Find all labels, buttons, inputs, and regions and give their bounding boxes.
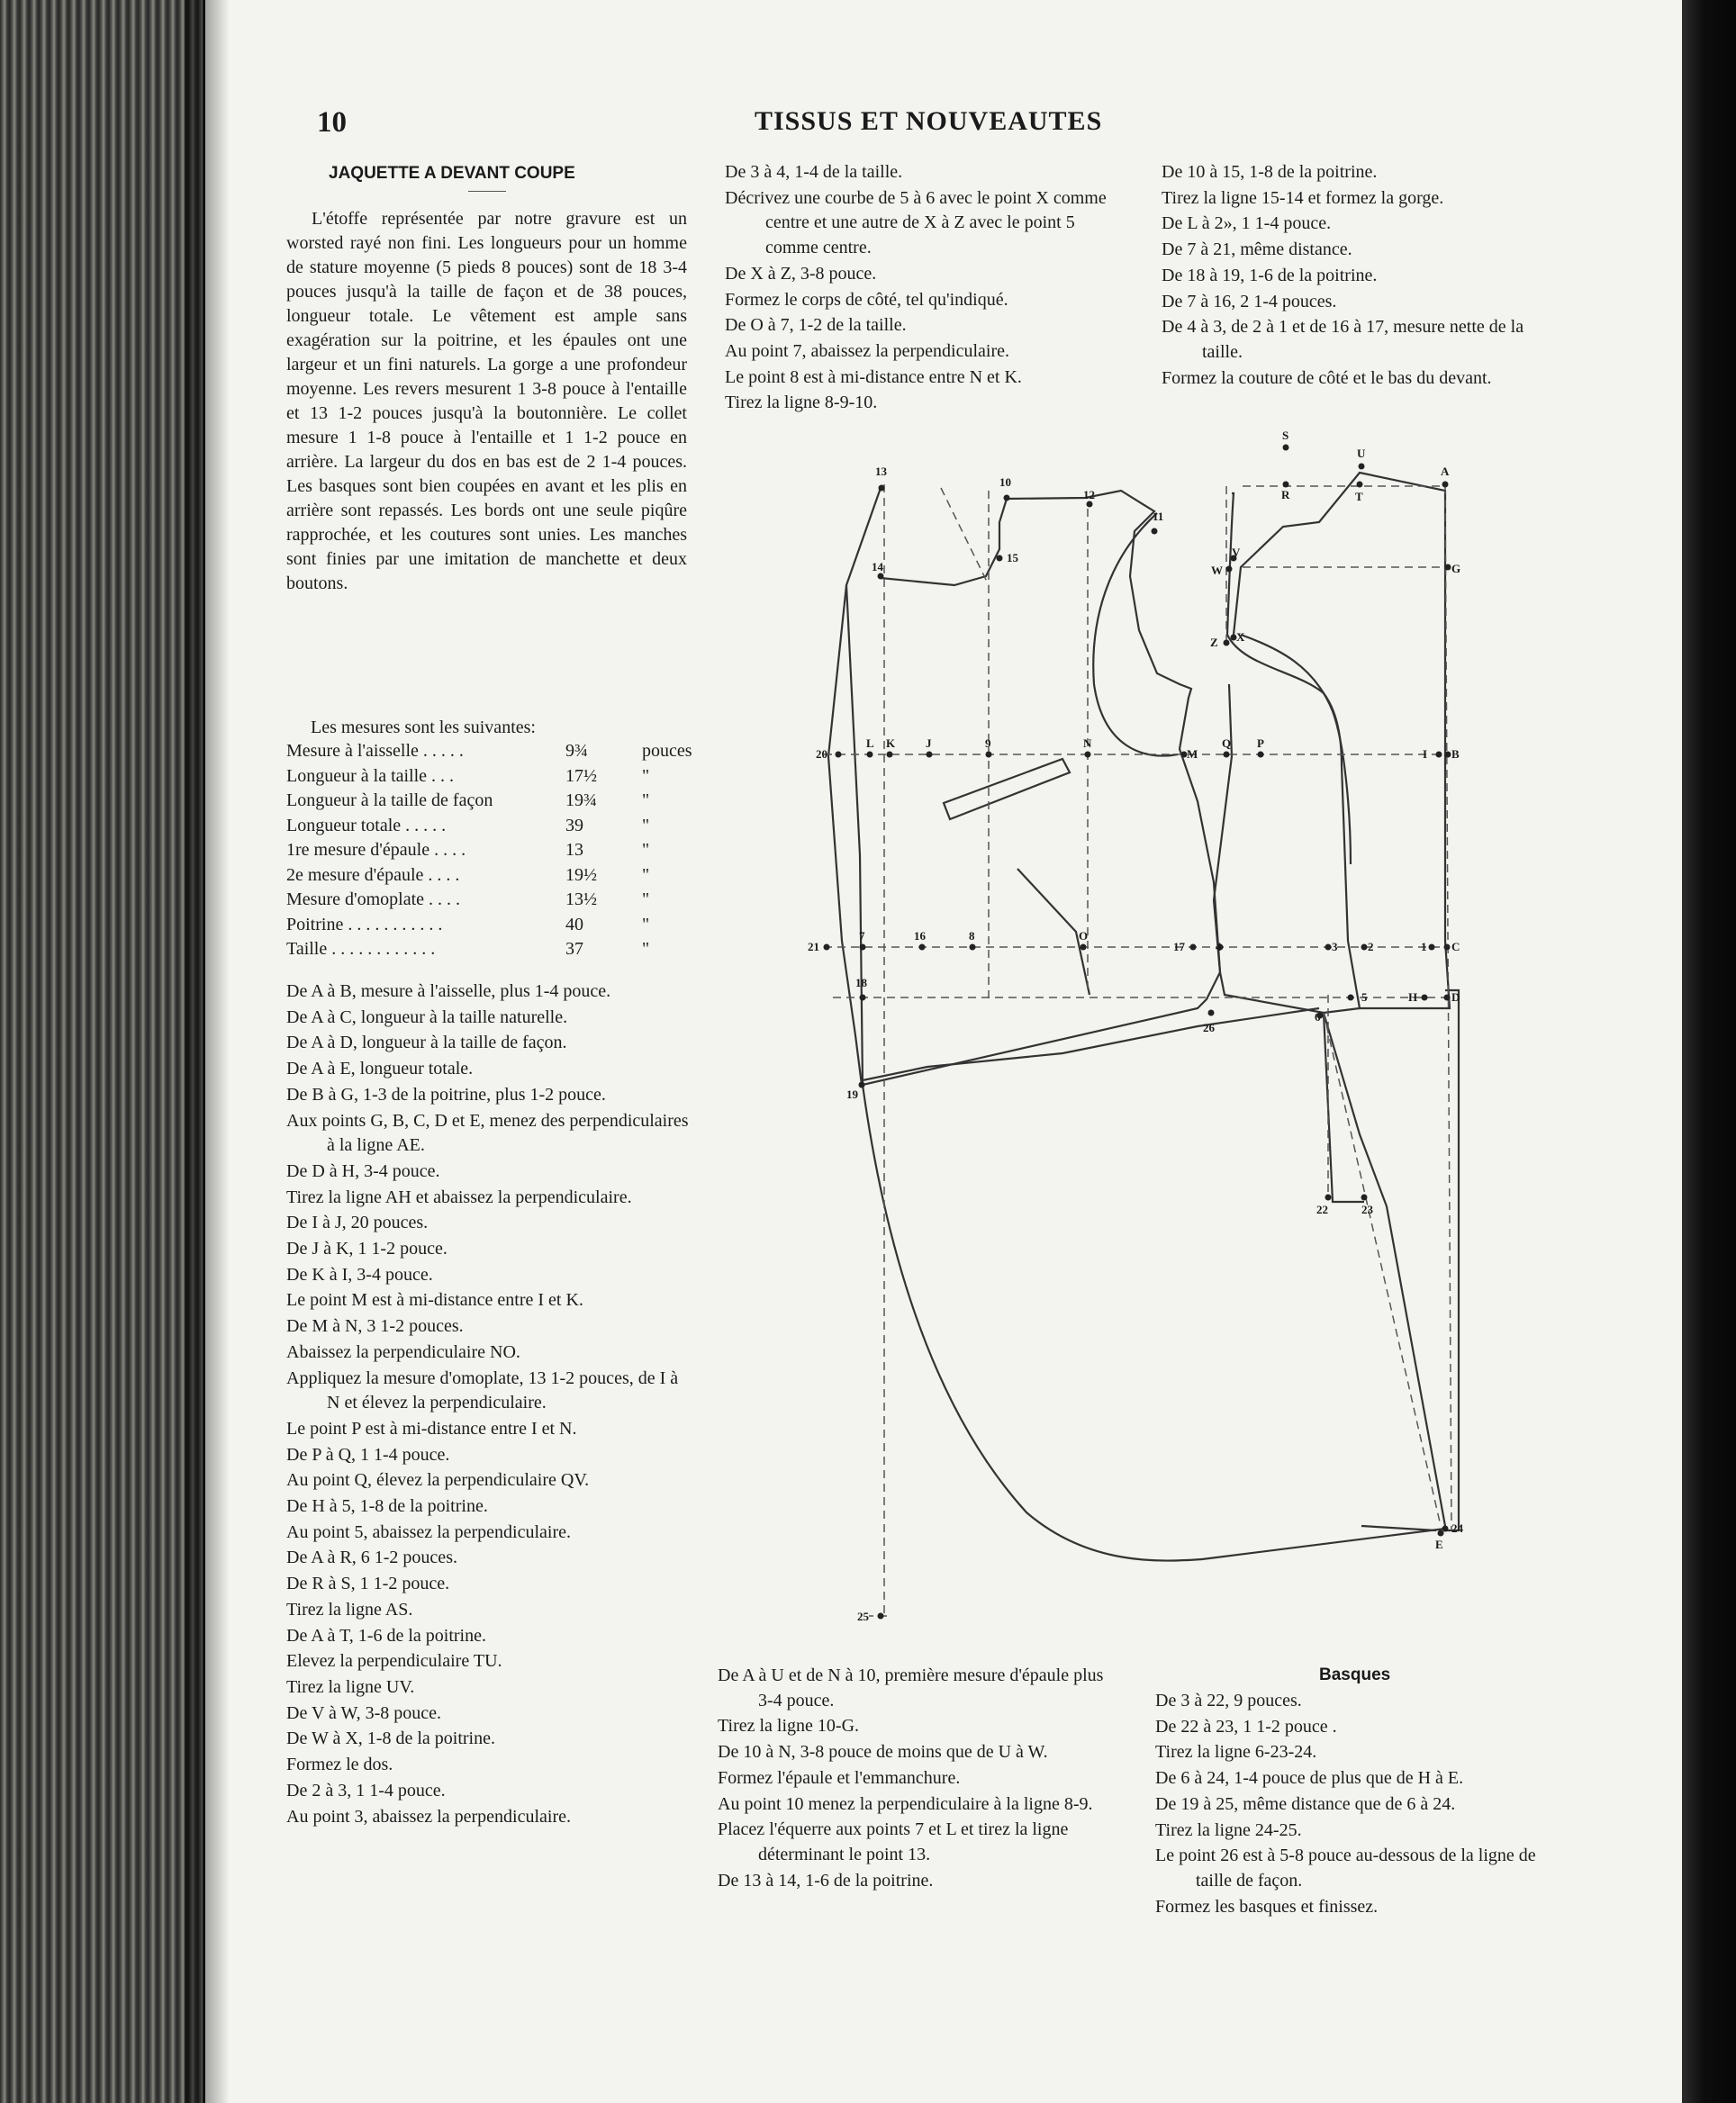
step-list bbox=[1155, 1689, 1560, 1919]
label-S: S bbox=[1282, 429, 1289, 442]
step-item: De 2 à 3, 1 1-4 pouce. bbox=[286, 1780, 446, 1801]
label-23: 23 bbox=[1361, 1203, 1373, 1216]
line-13-14 bbox=[941, 488, 989, 585]
step-item: De P à Q, 1 1-4 pouce. bbox=[286, 1444, 450, 1465]
measure-unit: " bbox=[642, 765, 650, 786]
measure-unit: " bbox=[642, 889, 650, 909]
label-E: E bbox=[1435, 1538, 1443, 1551]
measure-label: Longueur à la taille . . . bbox=[286, 765, 455, 786]
label-17: 17 bbox=[1173, 940, 1185, 953]
step-item: De D à H, 3-4 pouce. bbox=[286, 1160, 440, 1181]
step-item: Tirez la ligne 10-G. bbox=[718, 1716, 860, 1737]
point-16 bbox=[919, 944, 926, 951]
label-H: H bbox=[1408, 990, 1418, 1004]
basques-heading: Basques bbox=[1319, 1665, 1391, 1684]
point-N bbox=[1085, 752, 1091, 758]
label-Q: Q bbox=[1222, 736, 1232, 750]
step-item: Formez l'épaule et l'emmanchure. bbox=[718, 1767, 961, 1788]
step-item: Tirez la ligne AS. bbox=[286, 1599, 413, 1620]
label-B: B bbox=[1451, 747, 1460, 761]
label-D: D bbox=[1451, 990, 1460, 1004]
step-item: Formez les basques et finissez. bbox=[1155, 1896, 1379, 1917]
step-item: De M à N, 3 1-2 pouces. bbox=[286, 1316, 464, 1337]
point-21 bbox=[824, 944, 830, 951]
measure-unit: " bbox=[642, 914, 650, 934]
measure-unit: " bbox=[642, 939, 650, 959]
pattern-outlines bbox=[828, 473, 1459, 1561]
step-item: De V à W, 3-8 pouce. bbox=[286, 1702, 442, 1723]
back-outline bbox=[1234, 473, 1450, 1008]
point-9 bbox=[986, 752, 992, 758]
label-13: 13 bbox=[875, 465, 887, 478]
label-U: U bbox=[1357, 447, 1366, 460]
label-14: 14 bbox=[872, 560, 883, 573]
measure-value: 19½ bbox=[565, 864, 597, 885]
point-I bbox=[1436, 752, 1442, 758]
step-item: De X à Z, 3-8 pouce. bbox=[725, 263, 877, 284]
step-item: De L à 2», 1 1-4 pouce. bbox=[1162, 213, 1332, 234]
point-R bbox=[1283, 482, 1289, 488]
point-24 bbox=[1442, 1526, 1449, 1532]
step-item: De 18 à 19, 1-6 de la poitrine. bbox=[1162, 265, 1378, 285]
label-8: 8 bbox=[969, 929, 975, 943]
label-J: J bbox=[926, 736, 932, 750]
step-item: De 10 à 15, 1-8 de la poitrine. bbox=[1162, 162, 1378, 182]
step-item: Placez l'équerre aux points 7 et L et tirez la ligne déterminant le point 13. bbox=[718, 1819, 1069, 1864]
label-A: A bbox=[1441, 465, 1450, 478]
side-body-outline bbox=[1214, 493, 1360, 1013]
step-item: Au point 7, abaissez la perpendiculaire. bbox=[725, 340, 1009, 361]
step-item: De 4 à 3, de 2 à 1 et de 16 à 17, mesure nette de la taille. bbox=[1162, 317, 1524, 362]
running-title: TISSUS ET NOUVEAUTES bbox=[755, 106, 1103, 136]
label-9: 9 bbox=[985, 736, 991, 750]
step-item: De H à 5, 1-8 de la poitrine. bbox=[286, 1496, 488, 1517]
measure-label: 2e mesure d'épaule . . . . bbox=[286, 864, 460, 885]
measure-label: Longueur totale . . . . . bbox=[286, 815, 447, 835]
measure-value: 17½ bbox=[565, 765, 597, 786]
step-item: Au point 3, abaissez la perpendiculaire. bbox=[286, 1806, 571, 1827]
skirt-back-edge bbox=[1324, 1013, 1445, 1526]
label-O: O bbox=[1079, 929, 1089, 943]
measure-label: Mesure à l'aisselle . . . . . bbox=[286, 741, 464, 761]
lapel-line bbox=[846, 585, 863, 1085]
step-item: Tirez la ligne 8-9-10. bbox=[725, 393, 878, 413]
point-E bbox=[1438, 1530, 1444, 1537]
label-19: 19 bbox=[846, 1088, 858, 1101]
label-3: 3 bbox=[1332, 940, 1338, 953]
step-item: De A à R, 6 1-2 pouces. bbox=[286, 1548, 457, 1568]
label-2: 2 bbox=[1368, 940, 1374, 953]
label-11: 11 bbox=[1153, 510, 1164, 523]
step-item: Tirez la ligne UV. bbox=[286, 1676, 415, 1697]
point-C bbox=[1444, 944, 1451, 951]
point-26 bbox=[1208, 1010, 1215, 1016]
measure-value: 37 bbox=[565, 939, 583, 959]
point-7 bbox=[860, 944, 866, 951]
point-17 bbox=[1190, 944, 1197, 951]
point-G bbox=[1445, 564, 1451, 571]
step-item: Appliquez la mesure d'omoplate, 13 1-2 pouces, de I à N et élevez la perpendiculaire. bbox=[286, 1367, 679, 1413]
label-16: 16 bbox=[914, 929, 926, 943]
step-item: De A à C, longueur à la taille naturelle. bbox=[286, 1006, 568, 1027]
label-W: W bbox=[1211, 564, 1223, 577]
step-item: De I à J, 20 pouces. bbox=[286, 1213, 429, 1233]
label-25: 25 bbox=[857, 1610, 869, 1623]
measure-unit: " bbox=[642, 790, 650, 810]
label-L: L bbox=[866, 736, 874, 750]
label-M: M bbox=[1187, 747, 1198, 761]
point-D bbox=[1444, 995, 1451, 1001]
label-K: K bbox=[886, 736, 896, 750]
column2-bottom-steps bbox=[718, 1664, 1123, 1894]
step-item: De W à X, 1-8 de la poitrine. bbox=[286, 1728, 495, 1749]
point-22 bbox=[1325, 1195, 1332, 1201]
construction-lines bbox=[824, 484, 1451, 1616]
label-5: 5 bbox=[1361, 990, 1368, 1004]
label-G: G bbox=[1451, 562, 1461, 575]
point-A bbox=[1442, 482, 1449, 488]
step-item: De K à I, 3-4 pouce. bbox=[286, 1264, 433, 1285]
label-22: 22 bbox=[1316, 1203, 1328, 1216]
point-8 bbox=[970, 944, 976, 951]
measure-value: 13½ bbox=[565, 889, 597, 909]
step-item: De 6 à 24, 1-4 pouce de plus que de H à E. bbox=[1155, 1768, 1464, 1789]
measure-value: 39 bbox=[565, 815, 583, 835]
step-item: Au point 10 menez la perpendiculaire à la ligne 8-9. bbox=[718, 1793, 1093, 1814]
step-item: Le point 8 est à mi-distance entre N et K. bbox=[725, 366, 1022, 387]
step-item: Tirez la ligne 15-14 et formez la gorge. bbox=[1162, 187, 1444, 208]
point-25 bbox=[878, 1613, 884, 1620]
point-13 bbox=[879, 485, 885, 492]
step-item: De A à B, mesure à l'aisselle, plus 1-4 pouce. bbox=[286, 981, 611, 1001]
step-item: De 3 à 22, 9 pouces. bbox=[1155, 1691, 1302, 1710]
step-item: De B à G, 1-3 de la poitrine, plus 1-2 pouce. bbox=[286, 1084, 606, 1105]
label-1: 1 bbox=[1421, 940, 1427, 953]
measure-value: 9¾ bbox=[565, 741, 588, 761]
step-item: De J à K, 1 1-2 pouce. bbox=[286, 1239, 448, 1259]
measure-label: Taille . . . . . . . . . . . . bbox=[286, 939, 436, 959]
step-item: Formez le corps de côté, tel qu'indiqué. bbox=[725, 289, 1008, 310]
point-18 bbox=[860, 995, 866, 1001]
line-6-23-24 bbox=[1324, 1013, 1441, 1526]
point-L bbox=[867, 752, 873, 758]
point-P bbox=[1258, 752, 1264, 758]
step-item: De 13 à 14, 1-6 de la poitrine. bbox=[718, 1870, 934, 1891]
step-item: Formez la couture de côté et le bas du devant. bbox=[1162, 367, 1492, 388]
point-U bbox=[1359, 464, 1365, 470]
measure-value: 13 bbox=[565, 840, 583, 860]
label-12: 12 bbox=[1083, 488, 1095, 501]
point-3 bbox=[1325, 944, 1332, 951]
measure-label: Mesure d'omoplate . . . . bbox=[286, 889, 461, 909]
armhole-curve bbox=[1093, 513, 1178, 756]
step-item: De 19 à 25, même distance que de 6 à 24. bbox=[1155, 1793, 1456, 1814]
step-item: De 22 à 23, 1 1-2 pouce . bbox=[1155, 1716, 1337, 1737]
point-19 bbox=[859, 1082, 865, 1088]
step-item: Tirez la ligne 6-23-24. bbox=[1155, 1742, 1317, 1763]
step-item: Au point 5, abaissez la perpendiculaire. bbox=[286, 1521, 571, 1542]
point-5 bbox=[1348, 995, 1354, 1001]
point-1 bbox=[1429, 944, 1435, 951]
label-24: 24 bbox=[1451, 1521, 1463, 1535]
point-12 bbox=[1087, 501, 1093, 508]
step-item: Tirez la ligne 24-25. bbox=[1155, 1819, 1302, 1840]
point-O bbox=[1080, 944, 1087, 951]
step-list bbox=[718, 1664, 1123, 1893]
label-X: X bbox=[1236, 630, 1245, 644]
step-item: Elevez la perpendiculaire TU. bbox=[286, 1651, 502, 1672]
label-C: C bbox=[1451, 940, 1460, 953]
label-18: 18 bbox=[855, 976, 867, 989]
step-item: Décrivez une courbe de 5 à 6 avec le point X comme centre et une autre de X à Z avec le point 5 comme centre. bbox=[725, 187, 1107, 258]
point-T bbox=[1357, 482, 1363, 488]
label-I: I bbox=[1423, 747, 1428, 761]
measure-value: 19¾ bbox=[565, 790, 597, 810]
label-R: R bbox=[1281, 488, 1290, 501]
label-4: 4 bbox=[1216, 940, 1222, 953]
skirt-hem bbox=[1202, 1529, 1445, 1559]
step-item: De 7 à 21, même distance. bbox=[1162, 239, 1352, 260]
step-item: De A à U et de N à 10, première mesure d'épaule plus 3-4 pouce. bbox=[718, 1665, 1104, 1710]
back-skirt-inner bbox=[1361, 1526, 1436, 1530]
point-20 bbox=[836, 752, 842, 758]
measure-label: Poitrine . . . . . . . . . . . bbox=[286, 914, 443, 934]
measure-label: Longueur à la taille de façon bbox=[286, 790, 493, 810]
step-item: Tirez la ligne AH et abaissez la perpendiculaire. bbox=[286, 1187, 632, 1207]
step-item: De A à E, longueur totale. bbox=[286, 1059, 474, 1079]
measure-unit: " bbox=[642, 840, 650, 860]
point-10 bbox=[1004, 495, 1010, 501]
step-item: Le point P est à mi-distance entre I et N. bbox=[286, 1418, 577, 1439]
step-item: De A à D, longueur à la taille de façon. bbox=[286, 1033, 567, 1053]
front-outline bbox=[828, 488, 1220, 1085]
step-item: De 3 à 4, 1-4 de la taille. bbox=[725, 162, 903, 182]
label-N: N bbox=[1083, 736, 1092, 750]
label-7: 7 bbox=[859, 929, 865, 943]
back-skirt-panel bbox=[1445, 990, 1459, 1530]
point-K bbox=[887, 752, 893, 758]
step-item: Aux points G, B, C, D et E, menez des perpendiculaires à la ligne AE. bbox=[286, 1110, 689, 1156]
step-item: De 7 à 16, 2 1-4 pouces. bbox=[1162, 291, 1337, 311]
pocket bbox=[944, 759, 1070, 819]
step-item: De O à 7, 1-2 de la taille. bbox=[725, 315, 907, 336]
intro-text: L'étoffe représentée par notre gravure est un worsted rayé non fini. Les longueurs pour un homme de stature moyenne (5 pieds 8 pouces) sont de 18 3-4 pouces jusqu'à la taille de façon et de 38 pouces, longueur totale. Le vêtement est ample sans exagération sur la poitrine, et les épaules ont une largeur et un fini naturels. La gorge a une profondeur moyenne. Les revers mesurent 1 3-8 pouce à l'entaille et 13 1-2 pouces jusqu'à la boutonnière. Le collet mesure 1 1-8 pouce à l'entaille et 1 1-2 pouce en arrière. La largeur du dos en bas est de 2 1-4 pouces. Les basques sont bien coupées en avant et les plis en arrière sont repassés. Les bords ont une seule piqûre rapprochée, et les coutures sont unies. Les manches sont finies par une imitation de manchette et deux boutons. bbox=[286, 209, 687, 593]
measure-label: 1re mesure d'épaule . . . . bbox=[286, 840, 466, 860]
label-26: 26 bbox=[1203, 1021, 1215, 1034]
step-item: De R à S, 1 1-2 pouce. bbox=[286, 1574, 450, 1594]
label-V: V bbox=[1232, 546, 1241, 559]
measure-unit: pouces bbox=[642, 741, 692, 761]
step-item: Au point Q, élevez la perpendiculaire QV. bbox=[286, 1470, 590, 1491]
point-S bbox=[1283, 445, 1289, 451]
article-title: JAQUETTE A DEVANT COUPE bbox=[329, 164, 575, 183]
label-P: P bbox=[1257, 736, 1264, 750]
label-10: 10 bbox=[999, 475, 1011, 489]
point-Q bbox=[1224, 752, 1230, 758]
label-15: 15 bbox=[1007, 551, 1018, 564]
label-21: 21 bbox=[808, 940, 819, 953]
label-T: T bbox=[1355, 490, 1363, 503]
step-item: Formez le dos. bbox=[286, 1755, 393, 1775]
point-J bbox=[927, 752, 933, 758]
page-number: 10 bbox=[317, 106, 347, 139]
label-Z: Z bbox=[1210, 636, 1218, 649]
point-B bbox=[1445, 752, 1451, 758]
step-item: Le point M est à mi-distance entre I et K. bbox=[286, 1290, 583, 1311]
point-2 bbox=[1361, 944, 1368, 951]
neck-curve bbox=[881, 499, 1007, 585]
point-15 bbox=[997, 555, 1003, 562]
skirt-front-curve bbox=[863, 1085, 1202, 1561]
point-23 bbox=[1361, 1195, 1368, 1201]
column3-bottom-steps bbox=[1155, 1689, 1560, 1920]
measure-unit: " bbox=[642, 815, 650, 835]
step-item: De 10 à N, 3-8 pouce de moins que de U à W. bbox=[718, 1742, 1048, 1763]
step-item: De A à T, 1-6 de la poitrine. bbox=[286, 1625, 486, 1646]
measures-intro: Les mesures sont les suivantes: bbox=[311, 718, 536, 737]
point-W bbox=[1226, 566, 1233, 573]
label-20: 20 bbox=[816, 747, 827, 761]
point-14 bbox=[878, 573, 884, 580]
point-11 bbox=[1152, 528, 1158, 535]
measure-unit: " bbox=[642, 864, 650, 885]
step-item: Le point 26 est à 5-8 pouce au-dessous de la ligne de taille de façon. bbox=[1155, 1846, 1536, 1891]
point-Z bbox=[1224, 640, 1230, 646]
label-6: 6 bbox=[1315, 1010, 1321, 1024]
point-H bbox=[1422, 995, 1428, 1001]
measure-value: 40 bbox=[565, 914, 583, 934]
step-item: Abaissez la perpendiculaire NO. bbox=[286, 1341, 520, 1362]
